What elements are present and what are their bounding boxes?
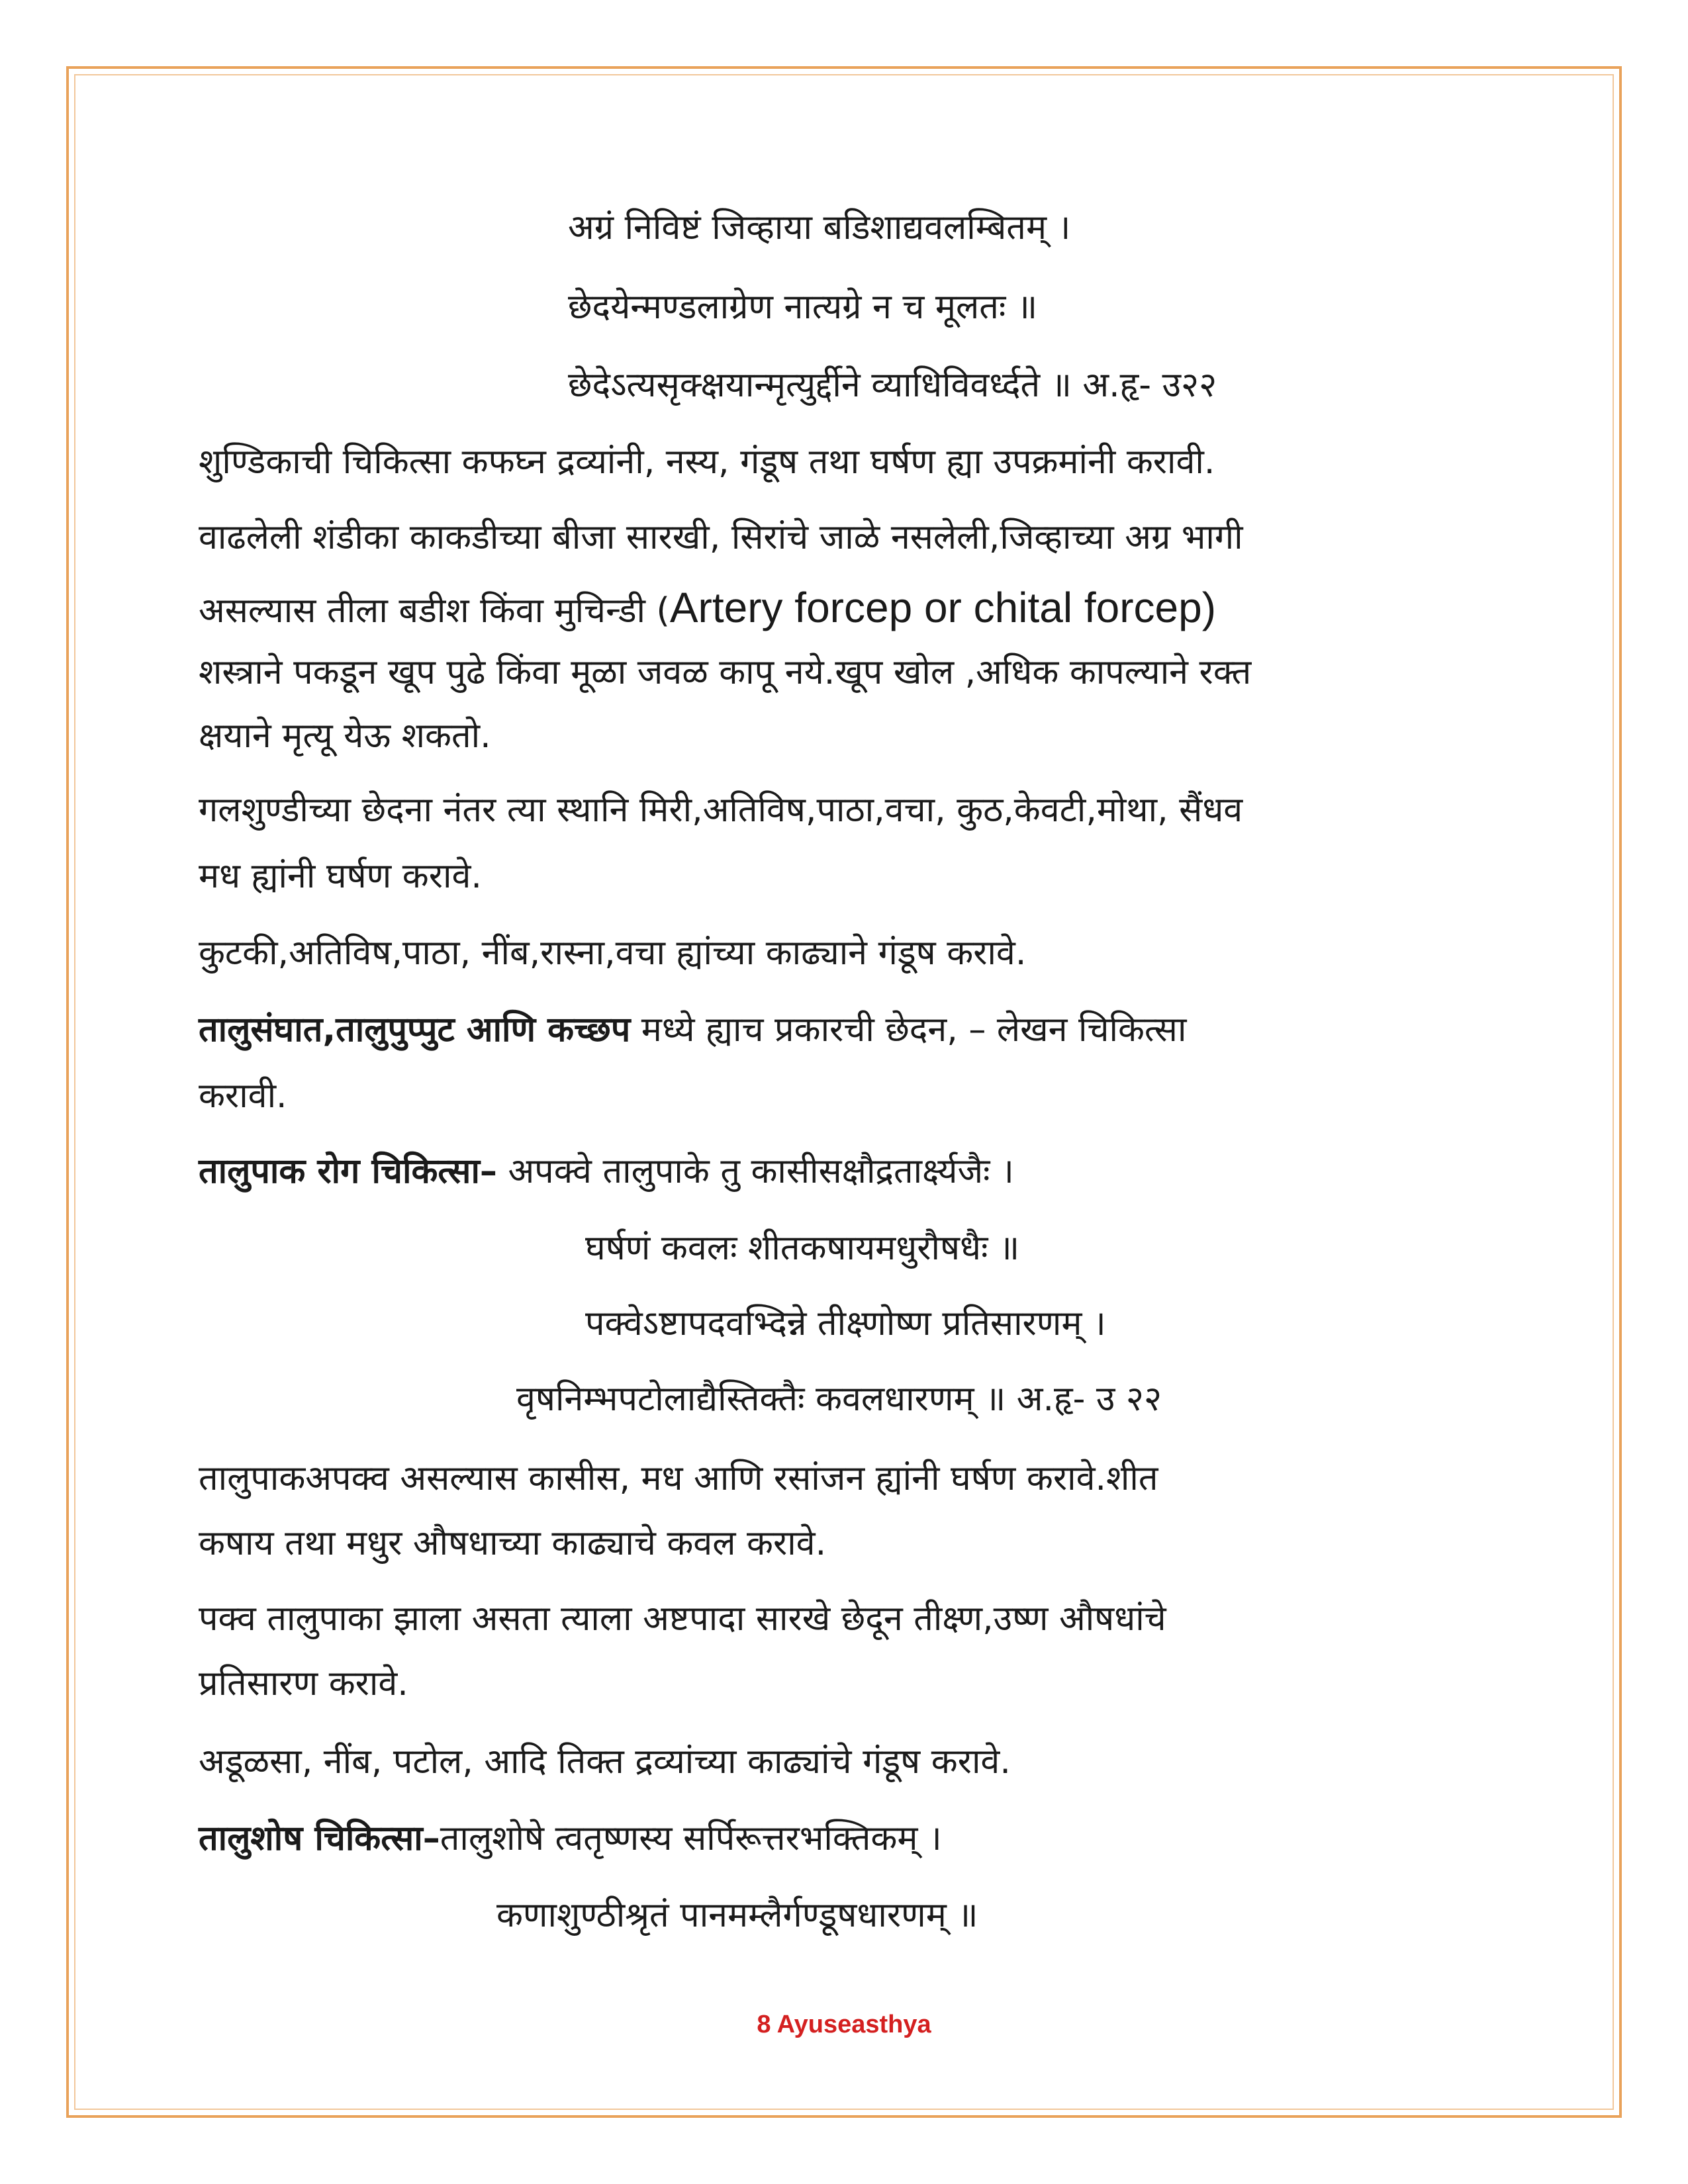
verse-text: अपक्वे तालुपाके तु कासीसक्षौद्रताक्ष्‍‍‍र्यजैः । (496, 1152, 1014, 1191)
paragraph-line: शुण्डिकाची चिकित्सा कफघ्न द्रव्यांनी, नस्य, गंडूष तथा घर्षण ह्या उपक्रमांनी करावी. (199, 442, 1215, 482)
paragraph-line: पक्व तालुपाका झाला असता त्याला अष्टपादा सारखे छेदून तीक्ष्ण,उष्ण औषधांचे (199, 1599, 1166, 1639)
paragraph-line: प्रतिसारण करावे. (199, 1664, 408, 1704)
verse-line: छेदयेन्मण्डलाग्रेण नात्यग्रे न च मूलतः ॥ (568, 287, 1038, 327)
paragraph-line: कुटकी,अतिविष,पाठा, नींब,रास्ना,वचा ह्यांच्या काढ्याने गंडूष करावे. (199, 933, 1027, 973)
paragraph-line: वाढलेली शंडीका काकडीच्या बीजा सारखी, सिरांचे जाळे नसलेली,जिव्हाच्या अग्र भागी (199, 518, 1243, 557)
paragraph-line: शस्त्राने पकडून खूप पुढे किंवा मूळा जवळ कापू नये.खूप खोल ,अधिक कापल्याने रक्त (199, 653, 1252, 692)
paragraph-line (199, 1010, 1187, 1050)
verse-line: पक्वेऽष्टापदवभ्दिन्ने तीक्ष्णोष्ण प्रतिसारणम् । (585, 1304, 1106, 1343)
paragraph-line: करावी. (199, 1076, 287, 1116)
section-heading: तालुपाक रोग चिकित्सा– (199, 1152, 497, 1191)
paragraph-line: क्षयाने मृत्यू येऊ शकतो. (199, 716, 491, 756)
section-heading: तालुशोष चिकित्सा– (199, 1819, 440, 1858)
paragraph-line: अडूळसा, नींब, पटोल, आदि तिक्त द्रव्यांच्या काढ्यांचे गंडूष करावे. (199, 1742, 1011, 1782)
paragraph-line: तालुपाकअपक्व असल्यास कासीस, मध आणि रसांजन ह्यांनी घर्षण करावे.शीत (199, 1459, 1158, 1498)
paragraph-line (199, 586, 1216, 629)
paragraph-line: मध ह्यांनी घर्षण करावे. (199, 856, 482, 896)
paragraph-line (199, 1154, 1014, 1189)
paragraph-text: मध्ये ह्याच प्रकारची छेदन, – लेखन चिकित्सा (630, 1010, 1187, 1050)
paragraph-line: गलशुण्डीच्या छेदना नंतर त्या स्थानि मिरी,अतिविष,पाठा,वचा, कुठ,केवटी,मोथा, सैंधव (199, 790, 1243, 830)
verse-line: छेदेऽत्यसृक्क्षयान्मृत्युर्द्दीने व्याधिविवर्ध्दते ॥ अ.हृ- उ२२ (568, 365, 1217, 405)
verse-text: तालुशोषे त्वतृष्णस्य सर्पिरूत्तरभक्तिकम् । (440, 1819, 942, 1858)
paragraph-line: कषाय तथा मधुर औषधाच्या काढ्याचे कवल करावे. (199, 1524, 827, 1563)
verse-line: कणाशुण्ठीश्रृतं पानमम्लैर्गण्डूषधारणम् ॥ (496, 1895, 978, 1935)
paragraph-line (199, 1821, 942, 1856)
english-term: Artery forcep or chital forcep) (669, 584, 1216, 631)
paragraph-text: असल्यास तीला बडीश किंवा मुचिन्डी ( (199, 591, 670, 631)
page-footer: 8 Ayuseasthya (757, 2011, 931, 2038)
verse-line: वृषनिम्भपटोलाद्यैस्तिक्तैः कवलधारणम् ॥ अ.हृ- उ २२ (516, 1379, 1162, 1419)
verse-line: घर्षणं कवलः शीतकषायमधुरौषधैः ॥ (585, 1228, 1020, 1268)
verse-line: अग्रं निविष्टं जिव्हाया बडिशाद्यवलम्बितम् । (568, 208, 1071, 248)
section-heading: तालुसंघात,तालुपुप्पुट आणि कच्छप (199, 1010, 631, 1050)
